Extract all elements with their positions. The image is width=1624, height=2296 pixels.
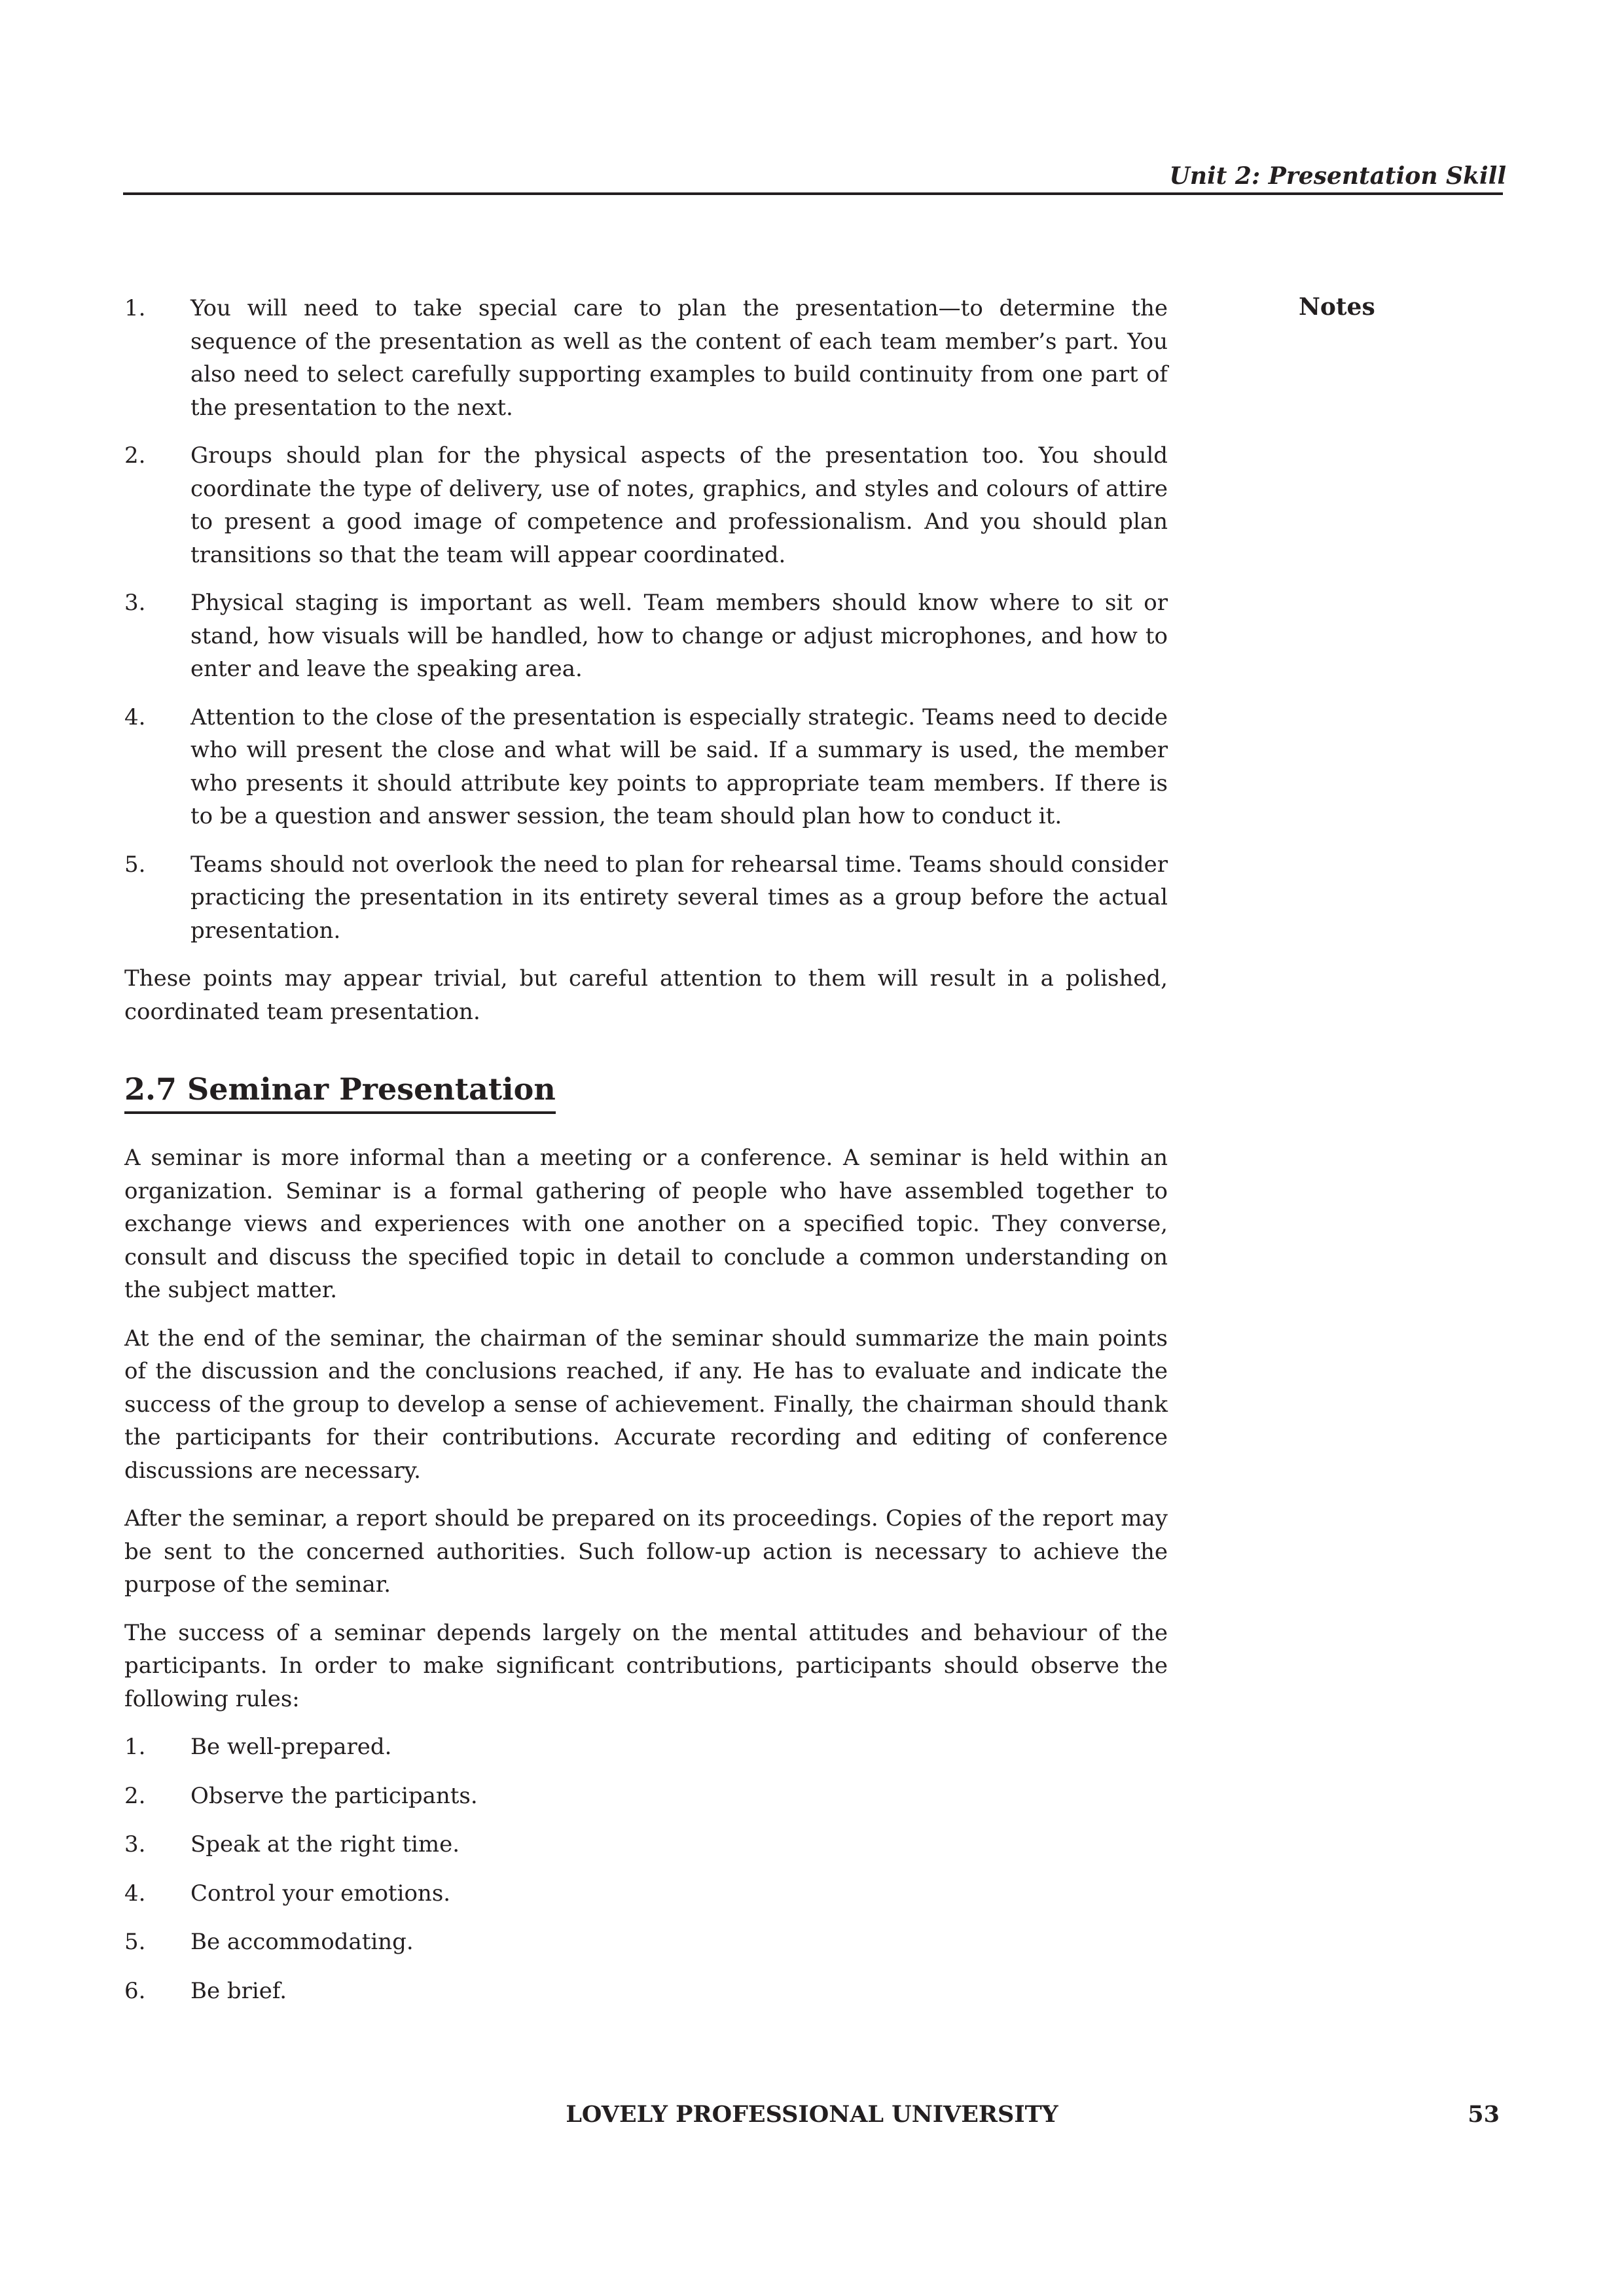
- list-text: Speak at the right time.: [190, 1831, 460, 1857]
- header-rule: [123, 192, 1503, 195]
- list-item: [124, 439, 1168, 571]
- list-item: [124, 1828, 1168, 1861]
- list-text: Control your emotions.: [190, 1880, 451, 1907]
- list-text: Groups should plan for the physical aspects of the presentation too. You should coordinate the type of delivery, use of notes, graphics, and styles and colours of attire to present a good image of competence and professionalism. And you should plan transitions so that the team will appear coordinated.: [190, 442, 1168, 568]
- list-number: 3.: [124, 1831, 146, 1857]
- list-text: Be brief.: [190, 1977, 287, 2004]
- list-number: 2.: [124, 1782, 146, 1809]
- notes-margin-label: Notes: [1299, 293, 1375, 321]
- list-text: You will need to take special care to plan the presentation—to determine the sequence of the presentation as well as the content of each team member’s part. You also need to select carefully supporting examples to build continuity from one part of the presentation to the next.: [190, 295, 1168, 421]
- list-text: Teams should not overlook the need to plan for rehearsal time. Teams should consider practicing the presentation in its entirety several times as a group before the actual presentation.: [190, 851, 1168, 944]
- list-number: 5.: [124, 1929, 146, 1955]
- list-item: [124, 1926, 1168, 1959]
- footer-university: LOVELY PROFESSIONAL UNIVERSITY: [566, 2101, 1058, 2128]
- list-text: Be accommodating.: [190, 1929, 414, 1955]
- seminar-paragraph: The success of a seminar depends largely on the mental attitudes and behaviour of the participants. In order to make significant contributions, participants should observe the following rules:: [124, 1619, 1168, 1712]
- list-number: 1.: [124, 1734, 146, 1760]
- section-heading: 2.7 Seminar Presentation: [124, 1069, 556, 1114]
- seminar-rules-list: [124, 1731, 1168, 2007]
- list-number: 1.: [124, 295, 146, 321]
- list-number: 2.: [124, 442, 146, 469]
- running-header: Unit 2: Presentation Skill: [1169, 162, 1506, 190]
- team-points-list: [124, 292, 1168, 947]
- list-item: [124, 1731, 1168, 1764]
- list-number: 4.: [124, 1880, 146, 1907]
- seminar-paragraph: A seminar is more informal than a meeting or a conference. A seminar is held within an organization. Seminar is a formal gathering of people who have assembled together to exchange views and experiences with one another on a specified topic. They converse, consult and discuss the specified topic in detail to conclude a common understanding on the subject matter.: [124, 1145, 1168, 1303]
- main-content: [124, 292, 1168, 2023]
- list-item: [124, 848, 1168, 948]
- seminar-paragraph: After the seminar, a report should be prepared on its proceedings. Copies of the report may be sent to the concerned authorities. Such follow-up action is necessary to achieve the purpose of the seminar.: [124, 1505, 1168, 1598]
- list-item: [124, 1975, 1168, 2008]
- list-item: [124, 1877, 1168, 1910]
- list-number: 4.: [124, 704, 146, 730]
- list-text: Be well-prepared.: [190, 1734, 392, 1760]
- list-item: [124, 1780, 1168, 1813]
- list-text: Observe the participants.: [190, 1782, 478, 1809]
- list-number: 5.: [124, 851, 146, 878]
- list-text: Attention to the close of the presentation is especially strategic. Teams need to decide who will present the close and what will be said. If a summary is used, the member who presents it should attribute key points to appropriate team members. If there is to be a question and answer session, the team should plan how to conduct it.: [190, 704, 1168, 829]
- list-item: [124, 292, 1168, 424]
- seminar-paragraph: At the end of the seminar, the chairman of the seminar should summarize the main points of the discussion and the conclusions reached, if any. He has to evaluate and indicate the success of the group to develop a sense of achievement. Finally, the chairman should thank the participants for their contributions. Accurate recording and editing of conference discussions are necessary.: [124, 1325, 1168, 1484]
- list-item: [124, 701, 1168, 833]
- closing-paragraph: These points may appear trivial, but careful attention to them will result in a polished, coordinated team presentation.: [124, 965, 1168, 1025]
- page-number: 53: [1468, 2101, 1500, 2128]
- list-text: Physical staging is important as well. Team members should know where to sit or stand, how visuals will be handled, how to change or adjust microphones, and how to enter and leave the speaking area.: [190, 590, 1168, 682]
- list-number: 6.: [124, 1977, 146, 2004]
- list-item: [124, 586, 1168, 686]
- list-number: 3.: [124, 590, 146, 616]
